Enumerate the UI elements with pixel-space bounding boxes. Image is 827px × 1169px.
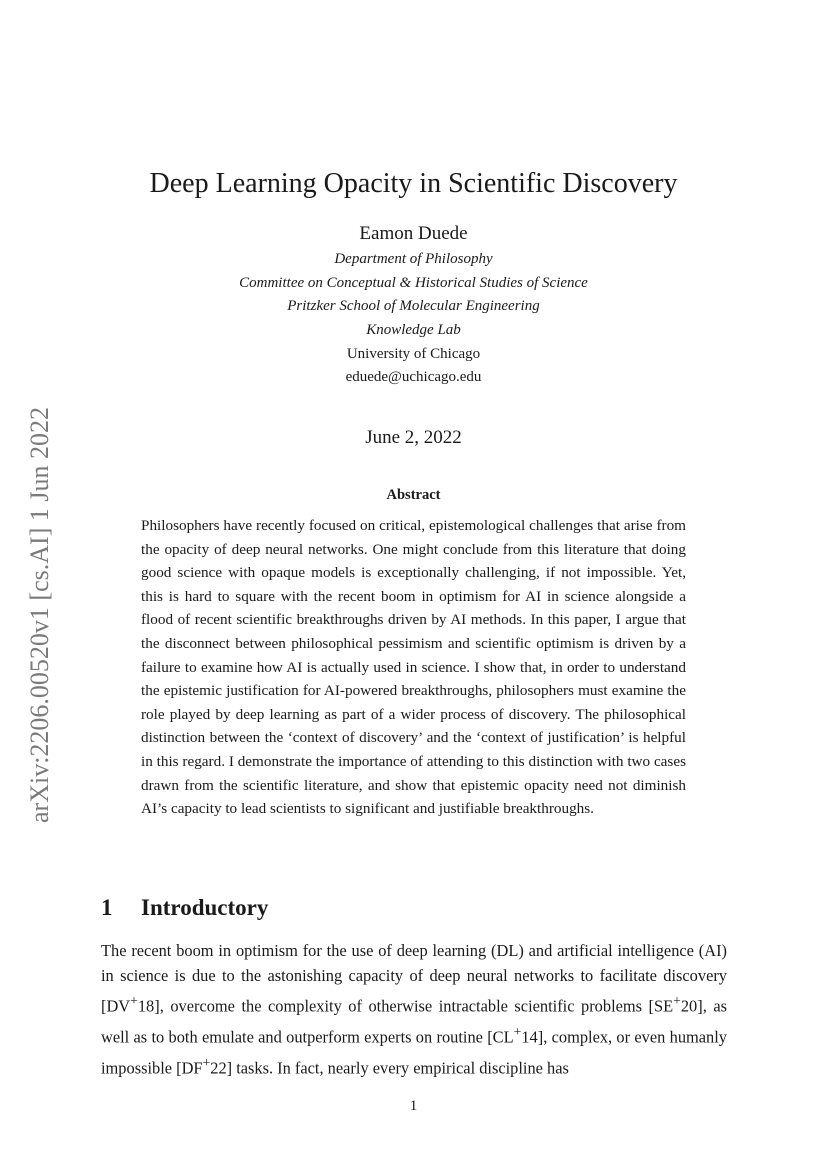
page-number: 1: [409, 1098, 418, 1114]
citation-superscript: +: [130, 993, 138, 1009]
author-name: Eamon Duede: [359, 223, 468, 244]
section-number: 1: [101, 895, 113, 920]
affiliation-block: [100, 248, 727, 390]
intro-text-1: The recent boom in optimism for the use of deep learning (DL) and artificial intelligence (AI) in science is due to the astonishing capacity of deep neural networks to facilitate discovery [DV: [101, 941, 727, 1016]
affiliation-school: Pritzker School of Molecular Engineering: [287, 298, 540, 315]
abstract-text: Philosophers have recently focused on critical, epistemological challenges that arise from the opacity of deep neural networks. One might conclude from this literature that doing good science with opaque models is exceptionally challenging, if not impossible. Yet, this is hard to square with the recent boom in optimism for AI in science alongside a flood of recent scientific breakthroughs driven by AI methods. In this paper, I argue that the disconnect between philosophical pessimism and scientific optimism is driven by a failure to examine how AI is actually used in science. I show that, in order to understand the epistemic justification for AI-powered breakthroughs, philosophers must examine the role played by deep learning as part of a wider process of discovery. The philosophical distinction between the ‘context of discovery’ and the ‘context of justification’ is helpful in this regard. I demonstrate the importance of attending to this distinction with two cases drawn from the scientific literature, and show that epistemic opacity need not diminish AI’s capacity to lead scientists to significant and justifiable breakthroughs.: [141, 517, 686, 818]
affiliation-committee: Committee on Conceptual & Historical Studies of Science: [239, 274, 588, 291]
intro-text-3: 20], as well as to both emulate and outperform experts on routine [CL: [101, 996, 727, 1047]
citation-superscript: +: [673, 993, 681, 1009]
university-name: University of Chicago: [346, 345, 481, 362]
citation-superscript: +: [202, 1054, 211, 1070]
affiliation-department: Department of Philosophy: [334, 251, 493, 267]
affiliation-lab: Knowledge Lab: [366, 322, 461, 339]
paper-date: June 2, 2022: [365, 427, 462, 448]
author-email: eduede@uchicago.edu: [345, 369, 482, 386]
arxiv-identifier-stamp: [18, 380, 62, 850]
intro-text-4: 14], complex, or even humanly impossible [DF: [101, 1027, 727, 1078]
intro-paragraph: [101, 938, 727, 1080]
intro-text-5: 22] tasks. In fact, nearly every empirical discipline has: [210, 1058, 569, 1078]
arxiv-identifier-text: arXiv:2206.00520v1 [cs.AI] 1 Jun 2022: [25, 407, 54, 823]
citation-superscript: +: [513, 1024, 522, 1040]
paper-title: Deep Learning Opacity in Scientific Discovery: [149, 168, 678, 199]
section-heading: [101, 893, 268, 923]
section-title: Introductory: [141, 895, 269, 920]
abstract-heading: Abstract: [386, 487, 441, 503]
intro-text-2: 18], overcome the complexity of otherwise intractable scientific problems [SE: [137, 996, 674, 1016]
